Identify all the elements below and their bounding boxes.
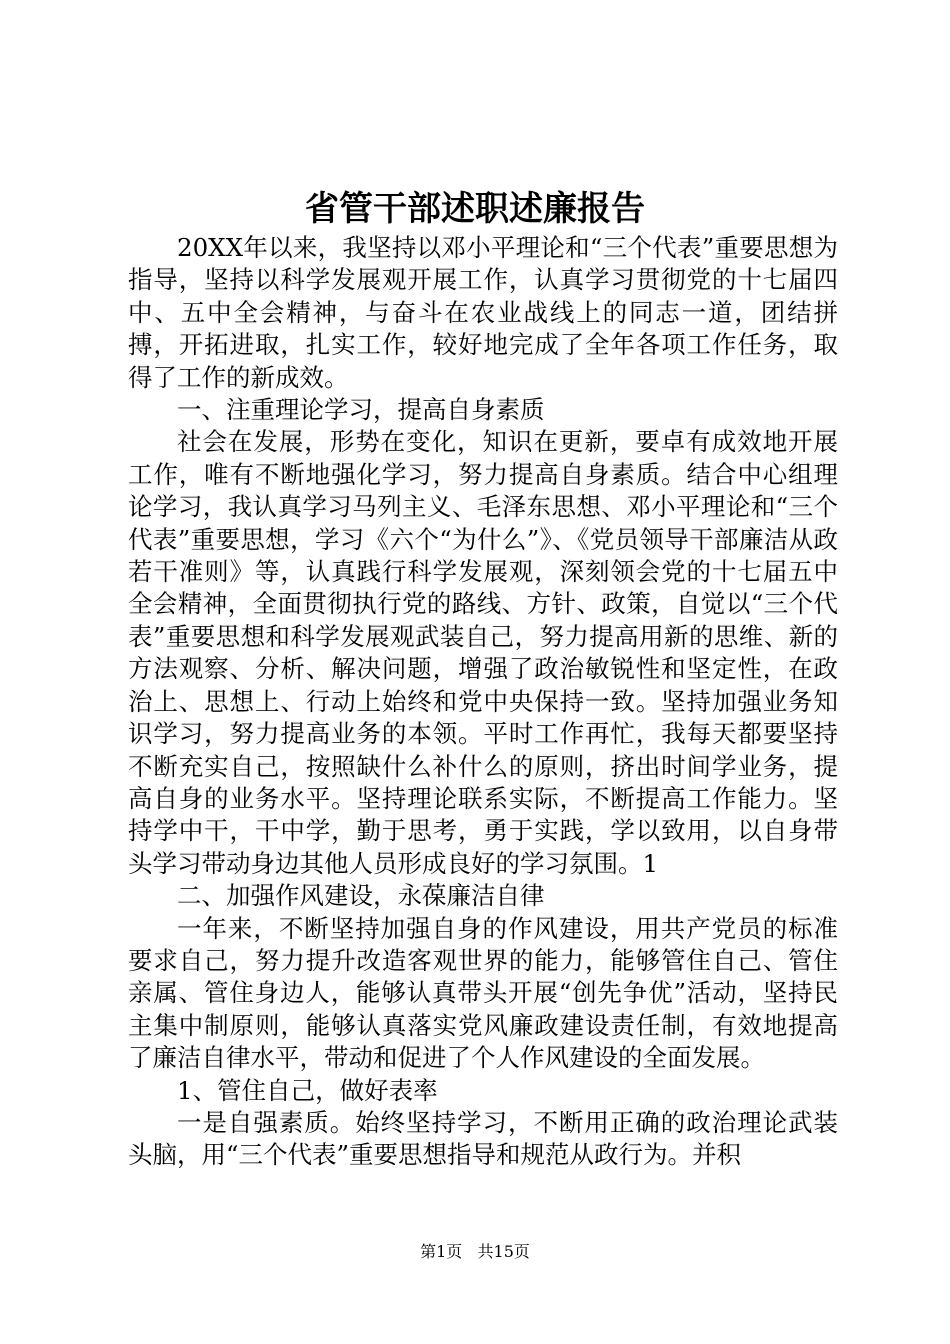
section-heading-1: 一、注重理论学习，提高自身素质 [177, 395, 545, 425]
subsection-heading-1: 1、管住自己，做好表率 [177, 1075, 438, 1105]
subsection-1-paragraph: 一是自强素质。始终坚持学习，不断用正确的政治理论武装头脑，用“三个代表”重要思想指导和规范从政行为。并积 [128, 1107, 838, 1170]
section-heading-2: 二、加强作风建设，永葆廉洁自律 [177, 881, 545, 911]
section-1-paragraph: 社会在发展，形势在变化，知识在更新，要卓有成效地开展工作，唯有不断地强化学习，努力提高自身素质。结合中心组理论学习，我认真学习马列主义、毛泽东思想、邓小平理论和“三个代表”重要思想，学习《六个“为什么”》、《党员领导干部廉洁从政若干准则》等，认真践行科学发展观，深刻领会党的十七届五中全会精神，全面贯彻执行党的路线、方针、政策，自觉以“三个代表”重要思想和科学发展观武装自己，努力提高用新的思维、新的方法观察、分析、解决问题，增强了政治敏锐性和坚定性，在政治上、思想上、行动上始终和党中央保持一致。坚持加强业务知识学习，努力提高业务的本领。平时工作再忙，我每天都要坚持不断充实自己，按照缺什么补什么的原则，挤出时间学业务，提高自身的业务水平。坚持理论联系实际，不断提高工作能力。坚持学中干，干中学，勤于思考，勇于实践，学以致用，以自身带头学习带动身边其他人员形成良好的学习氛围。1 [128, 427, 838, 878]
page-footer [0, 1241, 950, 1263]
document-title: 省管干部述职述廉报告 [305, 189, 645, 229]
section-2-paragraph: 一年来，不断坚持加强自身的作风建设，用共产党员的标准要求自己，努力提升改造客观世界的能力，能够管住自己、管住亲属、管住身边人，能够认真带头开展“创先争优”活动，坚持民主集中制原则，能够认真落实党风廉政建设责任制，有效地提高了廉洁自律水平，带动和促进了个人作风建设的全面发展。 [128, 913, 838, 1073]
page-number: 第1页 [420, 1242, 463, 1261]
intro-paragraph: 20XX年以来，我坚持以邓小平理论和“三个代表”重要思想为指导，坚持以科学发展观开展工作，认真学习贯彻党的十七届四中、五中全会精神，与奋斗在农业战线上的同志一道，团结拼搏，开拓进取，扎实工作，较好地完成了全年各项工作任务，取得了工作的新成效。 [128, 233, 838, 392]
document-body [128, 232, 838, 1172]
total-pages: 共15页 [477, 1242, 530, 1261]
